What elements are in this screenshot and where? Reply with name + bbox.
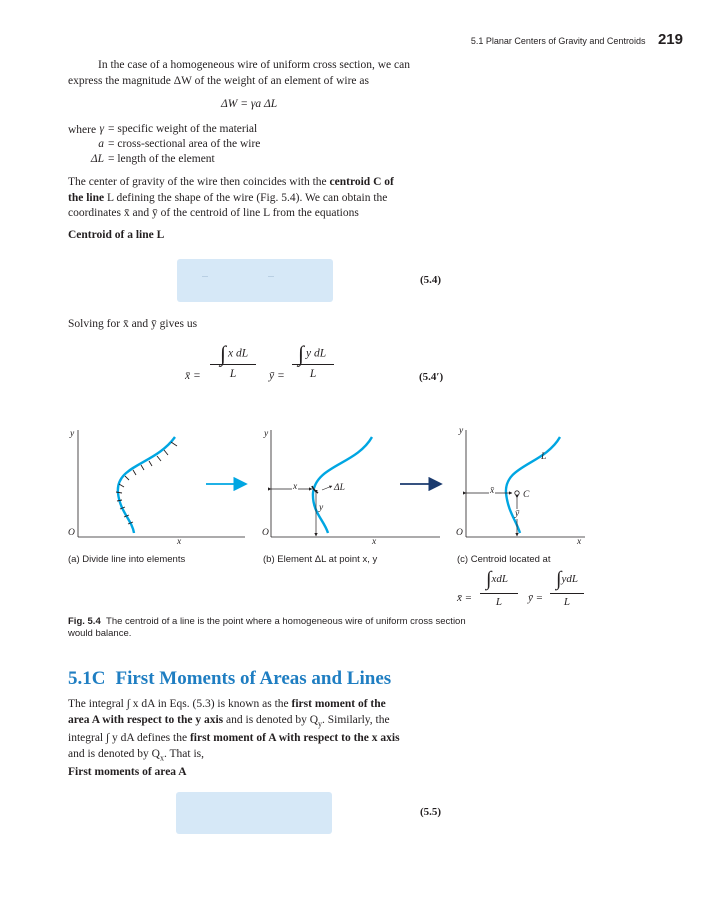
figure-caption-label: Fig. 5.4 bbox=[68, 616, 101, 627]
panel-c-x-label: x bbox=[577, 537, 582, 547]
panel-c-ybar-eq: ȳ = bbox=[528, 592, 544, 604]
panel-b-y-label: y bbox=[264, 429, 269, 439]
where-definition: = specific weight of the material bbox=[108, 123, 258, 135]
eq-placeholder-mark bbox=[268, 276, 274, 277]
line-term: the line bbox=[68, 191, 105, 204]
moments-text: and is denoted by Q bbox=[68, 747, 160, 760]
panel-b-origin: O bbox=[262, 528, 269, 538]
equation-5-4-label: (5.4) bbox=[420, 274, 442, 286]
integral-sign: ∫ bbox=[556, 568, 562, 590]
integral-sign: ∫ bbox=[220, 341, 227, 366]
intro-paragraph bbox=[68, 58, 448, 89]
centroid-term: centroid bbox=[329, 176, 371, 188]
panel-b-caption: (b) Element ΔL at point x, y bbox=[263, 554, 378, 565]
where-definition: = cross-sectional area of the wire bbox=[108, 138, 261, 150]
moments-text: . Similarly, the bbox=[322, 713, 390, 726]
curve-line bbox=[118, 437, 175, 533]
integral-sign: ∫ bbox=[486, 568, 492, 590]
moments-term: first moment of A with respect to the x axis bbox=[189, 732, 400, 745]
xbar-fraction bbox=[210, 341, 256, 382]
figure-caption bbox=[68, 616, 568, 640]
ybar-numerator: y dL bbox=[306, 347, 327, 360]
panel-a-origin: O bbox=[68, 528, 75, 538]
panel-c-xbar-numerator: xdL bbox=[491, 573, 508, 586]
centroid-point bbox=[515, 491, 519, 495]
ybar-denominator: L bbox=[309, 367, 317, 380]
eq-placeholder-mark bbox=[202, 276, 208, 277]
equation-5-5-label: (5.5) bbox=[420, 806, 442, 818]
heading-centroid-line: Centroid of a line L bbox=[68, 229, 165, 241]
centroid-paragraph bbox=[68, 175, 448, 222]
intro-line-2: express the magnitude ΔW of the weight of an element of wire as bbox=[68, 74, 369, 87]
centroid-term-c: C of bbox=[370, 176, 394, 188]
panel-b-y-dim-label: y bbox=[319, 503, 324, 513]
running-header bbox=[471, 31, 683, 48]
panel-c-xbar-label: x̄ bbox=[490, 486, 495, 496]
panel-b-x-dim-label: x bbox=[293, 482, 298, 492]
solving-text: Solving for x̄ and ȳ gives us bbox=[68, 318, 198, 330]
figure-caption-text: The centroid of a line is the point where a homogeneous wire of uniform cross section bbox=[106, 616, 466, 627]
panel-c-xbar-denominator: L bbox=[495, 596, 503, 608]
panel-c-ybar-numerator: ydL bbox=[561, 573, 578, 586]
centroid-text: coordinates x̄ and ȳ of the centroid of line L from the equations bbox=[68, 207, 359, 219]
moments-term: area A with respect to the y axis bbox=[68, 713, 224, 726]
ybar-fraction bbox=[292, 341, 334, 382]
moments-subscript: y bbox=[318, 718, 322, 728]
moments-text: integral ∫ y dA defines the bbox=[68, 732, 190, 745]
page-number: 219 bbox=[657, 31, 683, 48]
panel-c-caption: (c) Centroid located at bbox=[457, 554, 551, 565]
panel-c-l-label: L bbox=[541, 452, 547, 462]
panel-b-dl-label: ΔL bbox=[334, 483, 345, 493]
centroid-text: L defining the shape of the wire (Fig. 5.4). We can obtain the bbox=[104, 191, 388, 204]
moments-text: . That is, bbox=[163, 747, 205, 760]
panel-c-y-label: y bbox=[459, 426, 464, 436]
panel-c-xbar-fraction bbox=[480, 568, 518, 608]
panel-c-ybar-label: ȳ bbox=[515, 509, 520, 519]
panel-c-c-label: C bbox=[523, 490, 530, 500]
panel-c-xbar-eq: x̄ = bbox=[457, 592, 473, 604]
section-number: 5.1C bbox=[68, 668, 106, 689]
where-symbol: γ bbox=[99, 123, 104, 135]
xbar-numerator: x dL bbox=[228, 347, 249, 360]
where-symbol: a bbox=[98, 138, 104, 150]
moments-text: and is denoted by Q bbox=[223, 713, 318, 726]
equation-5-5-box bbox=[176, 792, 332, 834]
xbar-label: x̄ = bbox=[185, 370, 201, 382]
moments-paragraph bbox=[68, 697, 448, 766]
weight-equation: ΔW = γa ΔL bbox=[221, 98, 278, 110]
intro-line-1: In the case of a homogeneous wire of uniform cross section, we can bbox=[98, 59, 410, 71]
header-section: 5.1 Planar Centers of Gravity and Centroids bbox=[470, 36, 646, 46]
section-heading bbox=[68, 668, 391, 690]
panel-b-x-label: x bbox=[372, 537, 377, 547]
where-label: where bbox=[68, 124, 97, 136]
heading-first-moments: First moments of area A bbox=[68, 766, 187, 778]
ybar-label: ȳ = bbox=[269, 370, 285, 382]
where-symbol: ΔL bbox=[90, 153, 104, 165]
panel-c-origin: O bbox=[456, 528, 463, 538]
xbar-denominator: L bbox=[229, 367, 237, 380]
panel-c-ybar-fraction bbox=[550, 568, 584, 608]
figure-caption-text: would balance. bbox=[68, 628, 132, 639]
equation-5-4-box bbox=[177, 259, 333, 302]
moments-subscript: x bbox=[159, 753, 164, 763]
panel-a-x-label: x bbox=[177, 537, 182, 547]
section-title: First Moments of Areas and Lines bbox=[115, 668, 392, 689]
moments-text: The integral ∫ x dA in Eqs. (5.3) is known as the bbox=[68, 698, 292, 710]
centroid-text: The center of gravity of the wire then coincides with the bbox=[68, 176, 330, 188]
panel-a-caption: (a) Divide line into elements bbox=[68, 554, 186, 565]
moments-term: first moment of the bbox=[291, 698, 386, 710]
panel-a-y-label: y bbox=[70, 429, 75, 439]
equation-5-4p-label: (5.4′) bbox=[419, 371, 444, 383]
integral-sign: ∫ bbox=[298, 341, 305, 366]
panel-c-ybar-denominator: L bbox=[563, 596, 571, 608]
panel-c bbox=[466, 430, 585, 537]
dl-leader bbox=[322, 486, 332, 490]
where-definition: = length of the element bbox=[108, 153, 215, 165]
